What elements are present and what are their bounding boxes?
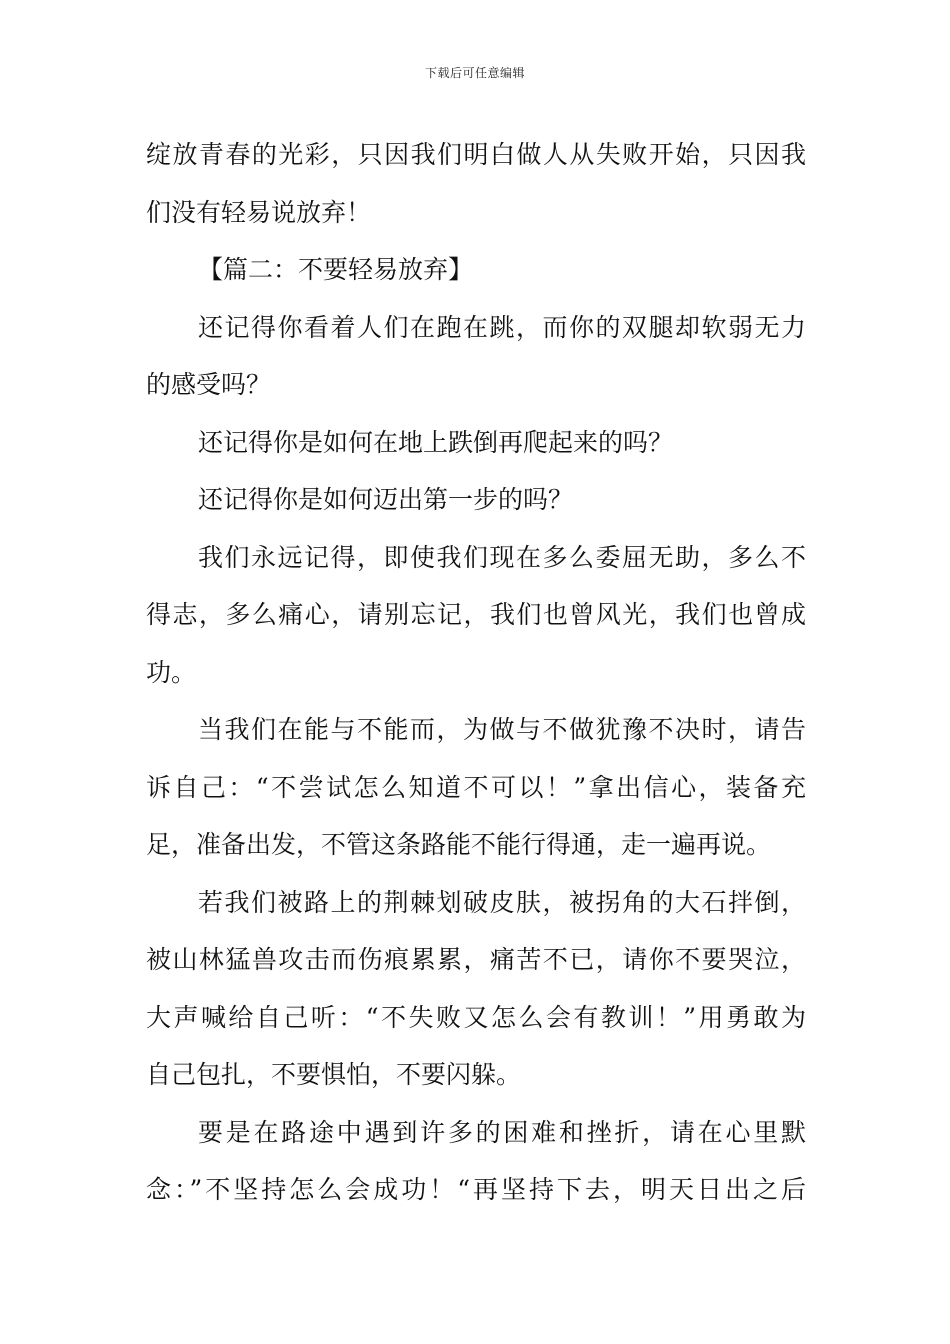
text-line: 绽放青春的光彩，只因我们明白做人从失败开始，只因我: [146, 140, 806, 169]
text-line: 若我们被路上的荆棘划破皮肤，被拐角的大石拌倒，: [198, 887, 806, 917]
text-line: 当我们在能与不能而，为做与不做犹豫不决时，请告: [198, 715, 806, 744]
text-line: 大声喊给自己听：“不失败又怎么会有教训！”用勇敢为: [146, 1002, 806, 1032]
text-line: 还记得你是如何迈出第一步的吗？: [198, 485, 574, 514]
text-line: 还记得你是如何在地上跌倒再爬起来的吗？: [198, 427, 674, 457]
text-line: 得志，多么痛心，请别忘记，我们也曾风光，我们也曾成: [146, 600, 806, 629]
text-line: 功。: [146, 657, 197, 687]
text-line: 还记得你看着人们在跑在跳，而你的双腿却软弱无力: [198, 312, 806, 342]
page-header: 下载后可任意编辑: [424, 66, 525, 80]
text-line: 我们永远记得，即使我们现在多么委屈无助，多么不: [198, 542, 806, 572]
text-line: 自己包扎，不要惧怕，不要闪躲。: [146, 1060, 522, 1089]
text-line: 足，准备出发，不管这条路能不能行得通，走一遍再说。: [146, 830, 772, 859]
text-line: 念：”不坚持怎么会成功！“再坚持下去，明天日出之后: [146, 1175, 806, 1204]
text-line: 被山林猛兽攻击而伤痕累累，痛苦不已，请你不要哭泣，: [146, 945, 806, 974]
text-line: 们没有轻易说放弃！: [146, 197, 372, 227]
text-line: 的感受吗？: [146, 370, 272, 399]
document-body: [146, 126, 806, 1219]
text-line: 【篇二：不要轻易放弃】: [198, 255, 474, 284]
text-line: 要是在路途中遇到许多的困难和挫折，请在心里默: [198, 1117, 806, 1147]
text-line: 诉自己：“不尝试怎么知道不可以！”拿出信心，装备充: [146, 772, 806, 802]
